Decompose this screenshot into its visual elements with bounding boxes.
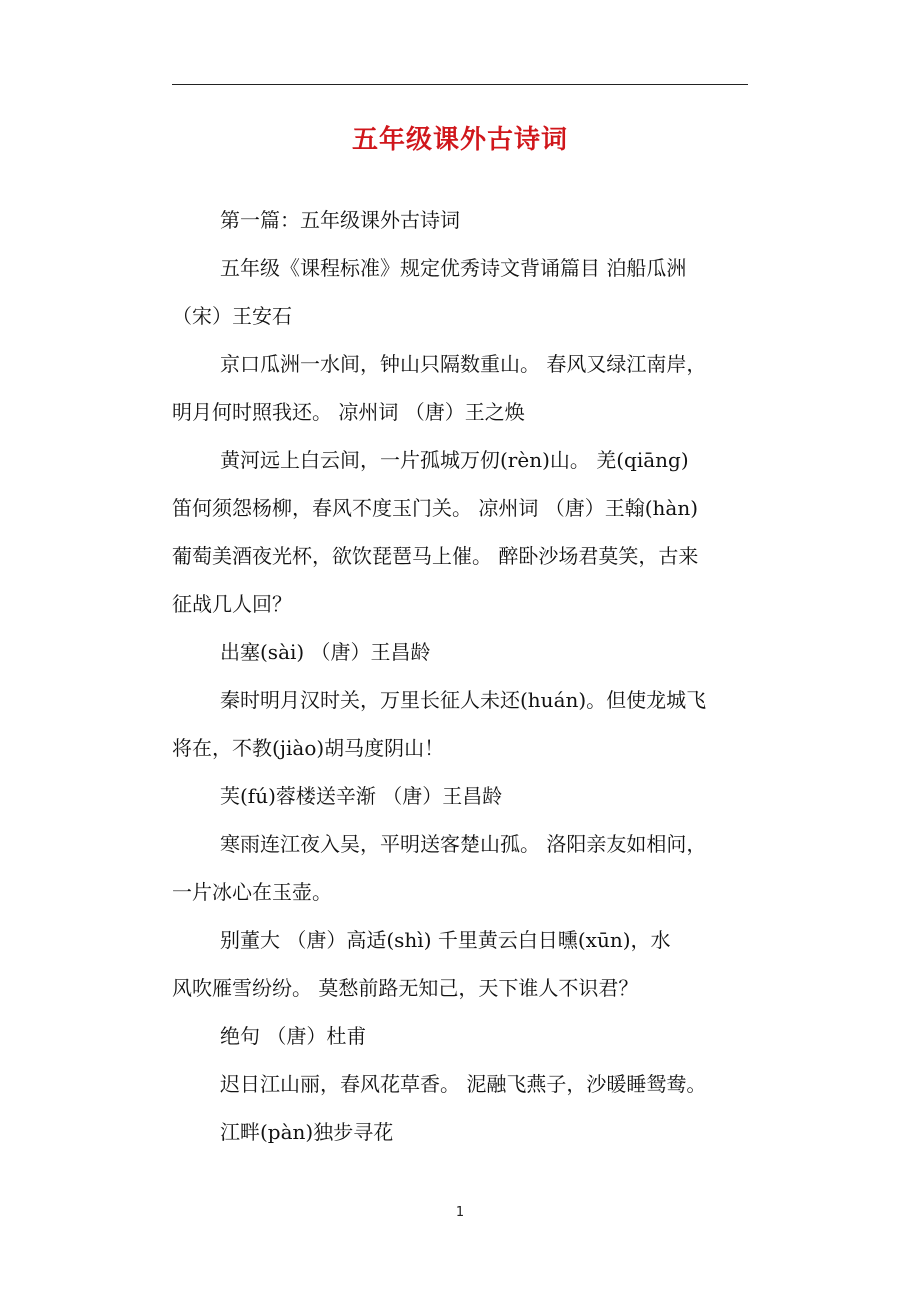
text-line: 迟日江山丽，春风花草香。 泥融飞燕子，沙暖睡鸳鸯。: [220, 1072, 707, 1096]
text-line: 将在，不教(jiào)胡马度阴山！: [172, 736, 445, 760]
text-line: 秦时明月汉时关，万里长征人未还(huán)。但使龙城飞: [220, 688, 707, 712]
text-line: 黄河远上白云间，一片孤城万仞(rèn)山。 羌(qiāng): [220, 448, 689, 472]
text-line: 明月何时照我还。 凉州词 （唐）王之焕: [172, 400, 525, 424]
text-line: 寒雨连江夜入吴，平明送客楚山孤。 洛阳亲友如相问，: [220, 832, 707, 856]
text-line: 一片冰心在玉壶。: [172, 880, 332, 904]
text-line: 征战几人回？: [172, 592, 292, 616]
text-line: 五年级《课程标准》规定优秀诗文背诵篇目 泊船瓜洲: [220, 256, 687, 280]
text-line: 别董大 （唐）高适(shì) 千里黄云白日曛(xūn)，水: [220, 928, 671, 952]
text-line: （宋）王安石: [172, 304, 292, 328]
text-line: 第一篇：五年级课外古诗词: [220, 208, 460, 232]
header-rule: [172, 84, 748, 85]
text-line: 笛何须怨杨柳，春风不度玉门关。 凉州词 （唐）王翰(hàn): [172, 496, 699, 520]
page-number: 1: [455, 1205, 465, 1220]
text-line: 京口瓜洲一水间，钟山只隔数重山。 春风又绿江南岸，: [220, 352, 707, 376]
text-line: 绝句 （唐）杜甫: [220, 1024, 367, 1048]
text-line: 风吹雁雪纷纷。 莫愁前路无知己，天下谁人不识君？: [172, 976, 639, 1000]
text-line: 出塞(sài) （唐）王昌龄: [220, 640, 431, 664]
text-line: 芙(fú)蓉楼送辛渐 （唐）王昌龄: [220, 784, 503, 808]
text-line: 江畔(pàn)独步寻花: [220, 1120, 394, 1144]
text-line: 葡萄美酒夜光杯，欲饮琵琶马上催。 醉卧沙场君莫笑，古来: [172, 544, 699, 568]
document-title: 五年级课外古诗词: [351, 125, 568, 155]
